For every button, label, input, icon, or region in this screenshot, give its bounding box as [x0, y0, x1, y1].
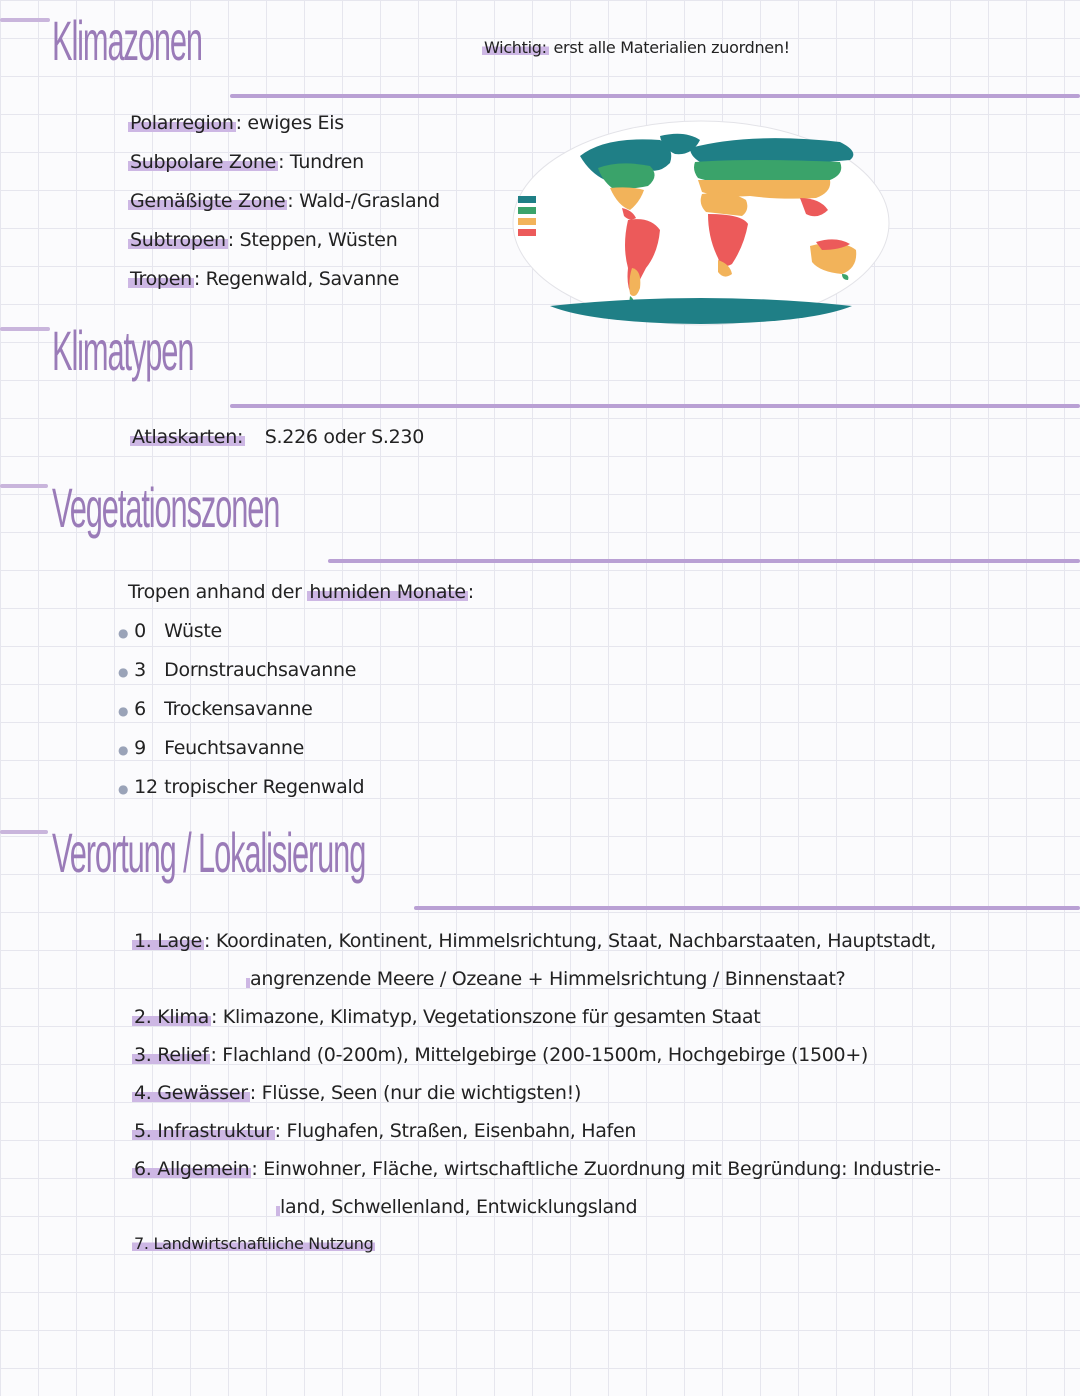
- list-item: [128, 268, 440, 307]
- item-num: 3: [134, 659, 146, 681]
- list-item: [132, 1044, 1072, 1082]
- desc: : Flachland (0-200m), Mittelgebirge (200-1500m, Hochgebirge (1500+): [210, 1044, 869, 1066]
- section-stub-line: [0, 18, 50, 22]
- list-item: [128, 151, 440, 190]
- intro-highlight: humiden Monate: [309, 581, 466, 603]
- section-stub-line: [0, 830, 48, 834]
- item-num: 0: [134, 620, 146, 642]
- item-text: Trockensavanne: [164, 698, 313, 720]
- desc: : Klimazone, Klimatyp, Vegetationszone für gesamten Staat: [210, 1006, 761, 1028]
- desc: : Regenwald, Savanne: [193, 268, 400, 290]
- desc: : Flughafen, Straßen, Eisenbahn, Hafen: [274, 1120, 637, 1142]
- item-text: tropischer Regenwald: [164, 776, 365, 798]
- klimazonen-list: [128, 112, 440, 307]
- list-item: [132, 1006, 1072, 1044]
- title-vegetationszonen: Vegetationszonen: [52, 476, 280, 539]
- desc: : Flüsse, Seen (nur die wichtigsten!): [249, 1082, 582, 1104]
- bullet-icon: ●: [118, 626, 129, 640]
- item-text: Wüste: [164, 620, 222, 642]
- term: 5. Infrastruktur: [134, 1120, 273, 1142]
- item-num: 12: [134, 776, 158, 798]
- title-underline-verortung: [414, 906, 1080, 910]
- term: 7. Landwirtschaftliche Nutzung: [134, 1234, 374, 1253]
- desc: : Koordinaten, Kontinent, Himmelsrichtung, Staat, Nachbarstaaten, Hauptstadt,: [204, 930, 936, 952]
- item-num: 6: [134, 698, 146, 720]
- section-stub-line: [0, 327, 50, 331]
- item-num: 9: [134, 737, 146, 759]
- term: 4. Gewässer: [134, 1082, 248, 1104]
- list-item: [132, 1158, 1072, 1196]
- world-map-illustration: [510, 118, 892, 328]
- term: Atlaskarten:: [132, 426, 244, 448]
- list-item: [118, 737, 364, 776]
- term: Tropen: [130, 268, 192, 290]
- list-item: [118, 659, 364, 698]
- desc: : ewiges Eis: [235, 112, 344, 134]
- important-note-text: erst alle Materialien zuordnen!: [553, 38, 790, 57]
- list-item: [132, 1196, 1072, 1234]
- title-klimatypen: Klimatypen: [52, 319, 194, 382]
- term: 3. Relief: [134, 1044, 209, 1066]
- bullet-icon: ●: [118, 743, 129, 757]
- legend-swatch-polar: [518, 196, 536, 203]
- title-underline-klimatypen: [230, 404, 1080, 408]
- bullet-icon: ●: [118, 782, 129, 796]
- desc: : Wald-/Grasland: [287, 190, 440, 212]
- legend-swatch-subtropical: [518, 218, 536, 225]
- climate-zone-map: [510, 118, 892, 328]
- important-note: [482, 38, 790, 57]
- term: Polarregion: [130, 112, 234, 134]
- list-item: [132, 1234, 1072, 1272]
- title-underline-vegetationszonen: [328, 559, 1080, 563]
- term: 6. Allgemein: [134, 1158, 250, 1180]
- legend-swatch-tropical: [518, 229, 536, 236]
- desc: : Steppen, Wüsten: [227, 229, 398, 251]
- title-verortung: Verortung / Lokalisierung: [52, 821, 366, 884]
- term: Subtropen: [130, 229, 226, 251]
- list-item: [128, 112, 440, 151]
- title-klimazonen: Klimazonen: [52, 9, 202, 72]
- bullet-icon: ●: [118, 704, 129, 718]
- term: Gemäßigte Zone: [130, 190, 286, 212]
- term: 1. Lage: [134, 930, 203, 952]
- important-note-label: Wichtig:: [484, 38, 547, 57]
- intro-suffix: :: [467, 581, 474, 603]
- verortung-list: [132, 930, 1072, 1272]
- list-item: [128, 190, 440, 229]
- list-item: [132, 1082, 1072, 1120]
- list-item: [132, 930, 1072, 968]
- desc: land, Schwellenland, Entwicklungsland: [280, 1196, 638, 1218]
- list-item: [128, 229, 440, 268]
- list-item: [132, 1120, 1072, 1158]
- desc: S.226 oder S.230: [264, 426, 424, 448]
- list-item: [118, 698, 364, 737]
- title-underline-klimazonen: [230, 94, 1080, 98]
- list-item: [118, 620, 364, 659]
- bullet-icon: ●: [118, 665, 129, 679]
- list-item: [118, 776, 364, 815]
- term: Subpolare Zone: [130, 151, 277, 173]
- list-item: [132, 968, 1072, 1006]
- desc: : Tundren: [278, 151, 364, 173]
- section-stub-line: [0, 484, 48, 488]
- legend-swatch-temperate: [518, 207, 536, 214]
- vegetation-intro: [128, 581, 474, 603]
- klimatypen-atlas: [130, 426, 424, 448]
- eurasia-temperate: [694, 160, 841, 183]
- desc: : Einwohner, Fläche, wirtschaftliche Zuordnung mit Begründung: Industrie-: [251, 1158, 941, 1180]
- intro-prefix: Tropen anhand der: [128, 581, 302, 603]
- vegetation-list: [118, 620, 364, 815]
- desc: angrenzende Meere / Ozeane + Himmelsrichtung / Binnenstaat?: [250, 968, 846, 990]
- item-text: Feuchtsavanne: [164, 737, 305, 759]
- term: 2. Klima: [134, 1006, 209, 1028]
- item-text: Dornstrauchsavanne: [164, 659, 357, 681]
